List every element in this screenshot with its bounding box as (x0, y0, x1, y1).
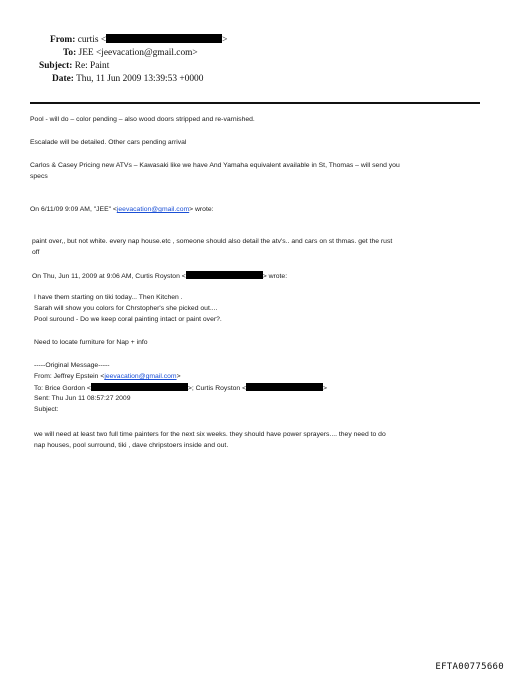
document-id: EFTA00775660 (435, 662, 504, 672)
quote-header-2 (32, 271, 287, 282)
quote-header-2-post: > wrote: (262, 273, 288, 280)
email-link[interactable]: jeevacation@gmail.com (104, 373, 177, 380)
from-after: > (222, 35, 228, 45)
from-line (50, 34, 227, 47)
curtis-line-2: Sarah will show you colors for Chrstopher's she picked out.... (34, 305, 218, 312)
curtis-line-1: I have them starting on tiki today... Then Kitchen . (34, 294, 183, 301)
from-label: From: (50, 35, 76, 45)
original-message-title: -----Original Message----- (34, 362, 110, 369)
to-value: JEE <jeevacation@gmail.com> (78, 48, 198, 58)
quote-header-1-pre: On 6/11/09 9:09 AM, "JEE" < (30, 206, 117, 213)
subject-line (39, 60, 109, 73)
redaction-box (91, 383, 188, 391)
body-paragraph-3a: Carlos & Casey Pricing new ATVs – Kawasaki like we have And Yamaha equivalent available in St, Thomas – will send you (30, 162, 400, 169)
quote-header-1 (30, 205, 214, 215)
subject-label: Subject: (39, 61, 73, 71)
original-sent: Sent: Thu Jun 11 08:57:27 2009 (34, 395, 131, 402)
body-paragraph-3b: specs (30, 173, 48, 180)
curtis-line-3: Pool suround - Do we keep coral painting intact or paint over?. (34, 316, 222, 323)
date-line (52, 73, 203, 86)
quote-text-2a: paint over,, but not white. every nap house.etc , someone should also detail the atv's.. and cars on st thmas. get the rust (32, 238, 393, 245)
original-to-pre: To: Brice Gordon < (34, 385, 91, 392)
body-paragraph-1: Pool - will do – color pending – also wood doors stripped and re-varnished. (30, 116, 255, 123)
redaction-box (106, 34, 222, 43)
original-to (34, 383, 327, 394)
header-divider (30, 102, 480, 104)
original-to-post: > (323, 385, 328, 392)
date-value: Thu, 11 Jun 2009 13:39:53 +0000 (76, 74, 204, 84)
from-value: curtis < (77, 35, 107, 45)
to-line (63, 47, 198, 60)
redaction-box (246, 383, 323, 391)
original-to-mid: >; Curtis Royston < (187, 385, 247, 392)
original-body-b: nap houses, pool surround, tiki , dave chripstoers inside and out. (34, 442, 229, 449)
quote-header-1-post: > wrote: (189, 206, 214, 213)
to-label: To: (63, 48, 77, 58)
quote-text-2b: off (32, 249, 40, 256)
original-body-a: we will need at least two full time painters for the next six weeks. they should have power sprayers.... they need to do (34, 431, 386, 438)
quote-header-2-pre: On Thu, Jun 11, 2009 at 9:06 AM, Curtis Royston < (32, 273, 186, 280)
original-from-pre: From: Jeffrey Epstein < (34, 373, 105, 380)
original-subject: Subject: (34, 406, 59, 413)
date-label: Date: (52, 74, 74, 84)
subject-value: Re: Paint (74, 61, 110, 71)
curtis-line-4: Need to locate furniture for Nap + info (34, 339, 148, 346)
original-from (34, 372, 181, 382)
original-from-post: > (176, 373, 181, 380)
email-link[interactable]: jeevacation@gmail.com (116, 206, 190, 213)
redaction-box (186, 271, 263, 279)
body-paragraph-2: Escalade will be detailed. Other cars pending arrival (30, 139, 187, 146)
